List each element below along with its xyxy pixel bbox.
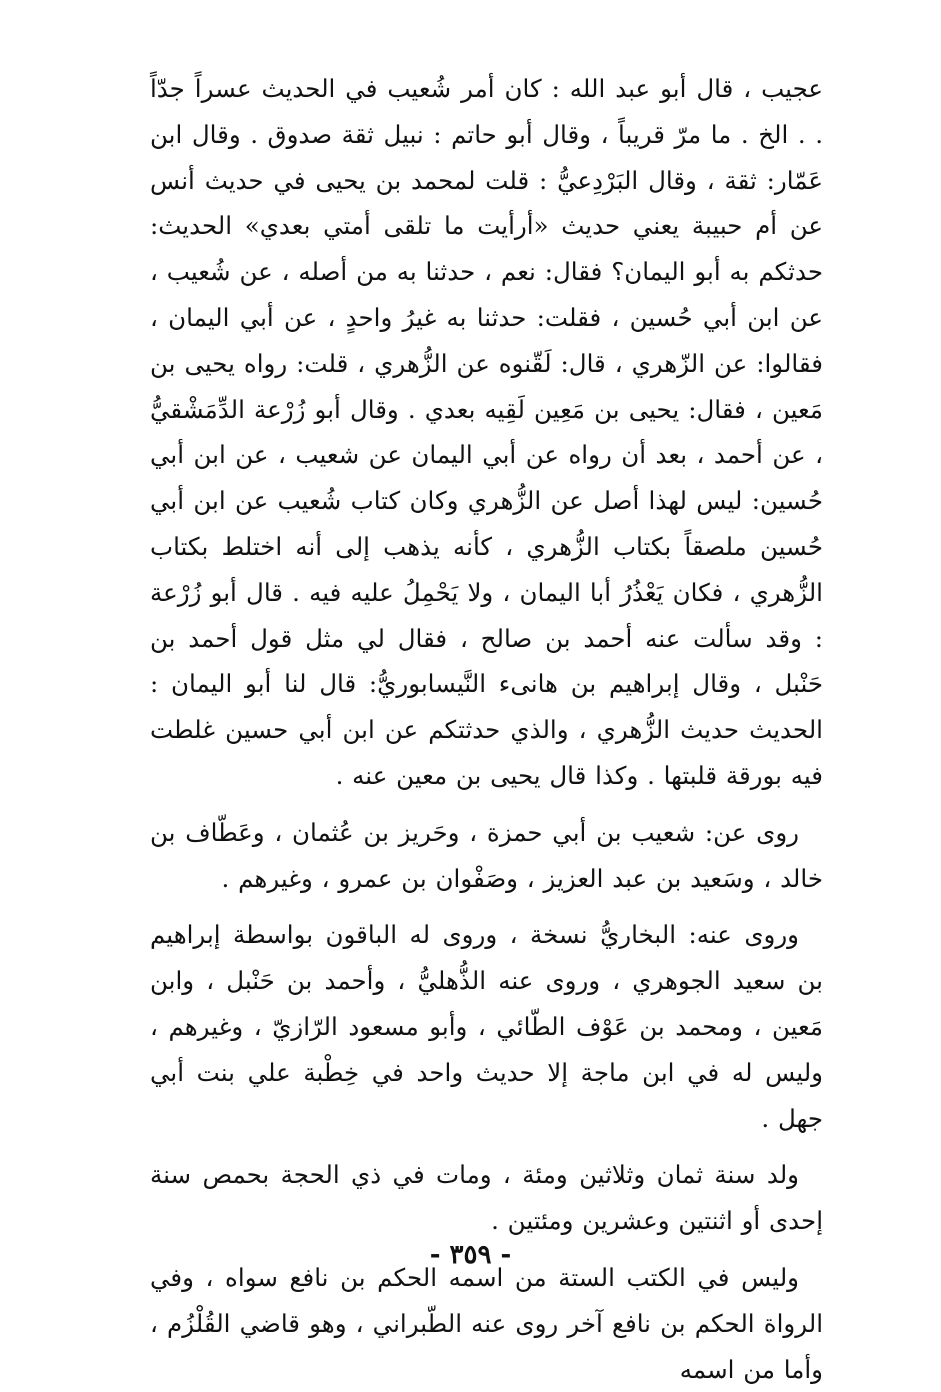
book-page-body <box>150 66 823 1384</box>
paragraph-birth-death: ولد سنة ثمان وثلاثين ومئة ، ومات في ذي الحجة بحمص سنة إحدى أو اثنتين وعشرين ومئتين . <box>150 1160 823 1236</box>
paragraph-other-narrators: وليس في الكتب الستة من اسمه الحكم بن نافع سواه ، وفي الرواة الحكم بن نافع آخر روى عنه الطّبراني ، وهو قاضي القُلْزُم ، وأما من اسمه <box>150 1262 823 1384</box>
page-number: - ٣٥٩ - <box>429 1240 512 1270</box>
paragraph-narrated-from: روى عن: شعيب بن أبي حمزة ، وحَريز بن عُثمان ، وعَطّاف بن خالد ، وسَعيد بن عبد العزيز ، وصَفْوان بن عمرو ، وغيرهم . <box>150 817 823 893</box>
paragraph-narrated-by: وروى عنه: البخاريُّ نسخة ، وروى له الباقون بواسطة إبراهيم بن سعيد الجوهري ، وروى عنه الذُّهليُّ ، وأحمد بن حَنْبل ، وابن مَعين ، ومحمد بن عَوْف الطّائي ، وأبو مسعود الرّازيّ ، وغيرهم ، وليس له في ابن ماجة إلا حديث واحد في خِطْبة علي بنت أبي جهل . <box>150 920 823 1133</box>
paragraph-biography-continued: عجيب ، قال أبو عبد الله : كان أمر شُعيب في الحديث عسراً جدّاً . . الخ . ما مرّ قريباً ، وقال أبو حاتم : نبيل ثقة صدوق . وقال ابن عَمّار: ثقة ، وقال البَرْدِعيُّ : قلت لمحمد بن يحيى في حديث أنس عن أم حبيبة يعني حديث «أرأيت ما تلقى أمتي بعدي» الحديث: حدثكم به أبو اليمان؟ فقال: نعم ، حدثنا به من أصله ، عن شُعيب ، عن ابن أبي حُسين ، فقلت: حدثنا به غيرُ واحدٍ ، عن أبي اليمان ، فقالوا: عن الزّهري ، قال: لَقّنوه عن الزُّهري ، قلت: رواه يحيى بن مَعين ، فقال: يحيى بن مَعِين لَقِيه بعدي . وقال أبو زُرْعة الدِّمَشْقيُّ ، عن أحمد ، بعد أن رواه عن أبي اليمان عن شعيب ، عن ابن أبي حُسين: ليس لهذا أصل عن الزُّهري وكان كتاب شُعيب عن ابن أبي حُسين ملصقاً بكتاب الزُّهري ، كأنه يذهب إلى أنه اختلط بكتاب الزُّهري ، فكان يَعْذُرُ أبا اليمان ، ولا يَحْمِلُ عليه فيه . قال أبو زُرْعة : وقد سألت عنه أحمد بن صالح ، فقال لي مثل قول أحمد بن حَنْبل ، وقال إبراهيم بن هانىء النَّيسابوريُّ: قال لنا أبو اليمان : الحديث حديث الزُّهري ، والذي حدثتكم عن ابن أبي حسين غلطت فيه بورقة قلبتها . وكذا قال يحيى بن معين عنه . <box>150 74 823 790</box>
